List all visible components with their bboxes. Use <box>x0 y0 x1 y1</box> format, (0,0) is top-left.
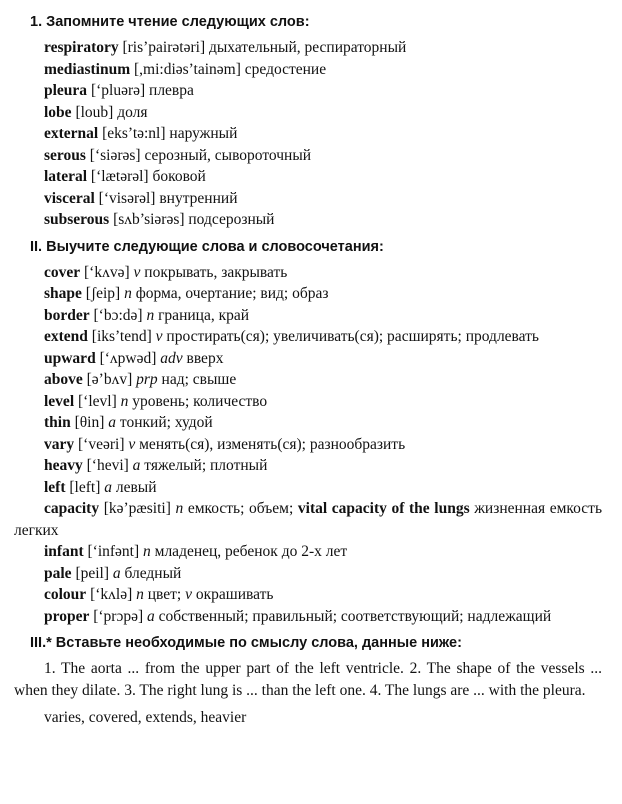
part-of-speech: v <box>133 263 141 281</box>
vocab-entry <box>14 145 602 167</box>
vocab-word: left <box>44 478 66 496</box>
vocab-meaning: покрывать, закрывать <box>140 263 288 281</box>
vocab-entry <box>14 37 602 59</box>
vocab-transcription: [‘kʌlə] <box>86 586 137 603</box>
vocab-meaning: цвет; <box>143 586 186 603</box>
part-of-speech: v <box>128 435 136 453</box>
vocab-entry <box>14 541 602 563</box>
vocab-entry <box>14 563 602 585</box>
part-of-speech: n <box>120 392 129 410</box>
vocab-transcription: [‘kʌvə] <box>80 263 134 281</box>
vocab-word: subserous <box>44 211 110 228</box>
vocab-transcription: [left] <box>65 478 105 496</box>
vocab-transcription: [θin] <box>70 414 109 431</box>
vocab-word: serous <box>44 146 86 164</box>
vocab-phrase: vital capacity of the lungs <box>297 500 470 517</box>
vocab-transcription: [loub] доля <box>71 103 148 121</box>
vocab-transcription: [‘bɔ:də] <box>89 306 147 324</box>
part-of-speech: n <box>143 543 151 560</box>
vocab-entry <box>14 59 602 81</box>
vocab-word: visceral <box>44 189 95 207</box>
vocab-transcription: [ris’pairətəri] дыхательный, респираторный <box>118 39 407 56</box>
vocab-entry <box>14 434 602 456</box>
part-of-speech: a <box>147 607 155 625</box>
vocab-transcription: [eks’tə:nl] наружный <box>98 125 238 142</box>
vocab-meaning: тонкий; худой <box>116 414 213 431</box>
vocab-meaning: форма, очертание; вид; образ <box>131 285 329 302</box>
vocab-meaning: бледный <box>120 564 182 582</box>
vocab-transcription: [‘veəri] <box>74 435 129 453</box>
vocab-entry <box>14 262 602 284</box>
section-1-title: 1. Запомните чтение следующих слов: <box>30 14 310 30</box>
section-2-title: II. Выучите следующие слова и словосочетания: <box>30 238 384 255</box>
vocab-word: colour <box>44 586 87 603</box>
vocab-word: thin <box>44 414 71 431</box>
vocab-meaning: младенец, ребенок до 2-х лет <box>150 543 348 560</box>
vocab-entry <box>14 391 602 413</box>
vocab-meaning: над; свыше <box>157 371 237 388</box>
vocab-meaning: граница, край <box>154 306 250 324</box>
part-of-speech: v <box>185 586 192 603</box>
vocab-word: heavy <box>44 457 83 474</box>
vocab-entry <box>14 477 602 499</box>
vocab-word: external <box>44 125 99 142</box>
vocab-word: upward <box>44 349 96 367</box>
vocab-transcription: [iks’tend] <box>87 328 156 345</box>
vocab-meaning: вверх <box>182 349 224 367</box>
part-of-speech: n <box>136 586 144 603</box>
vocab-transcription: [‘hevi] <box>82 457 133 474</box>
section-2-word-list <box>14 262 602 628</box>
vocab-word: lobe <box>44 103 72 121</box>
part-of-speech: n <box>124 285 132 302</box>
part-of-speech: v <box>155 328 163 345</box>
vocab-meaning: уровень; количество <box>128 392 268 410</box>
vocab-word: pleura <box>44 82 88 99</box>
vocab-word: infant <box>44 543 84 560</box>
vocab-meaning: простирать(ся); увеличивать(ся); расширять; продлевать <box>162 328 539 345</box>
vocab-meaning: емкость; объем; <box>183 500 298 517</box>
vocab-word: proper <box>44 607 90 625</box>
section-1-word-list <box>14 37 602 231</box>
vocab-transcription: [‘visərəl] внутренний <box>94 189 238 207</box>
vocab-word: pale <box>44 564 72 582</box>
section-3-title: III.* Вставьте необходимые по смыслу слова, данные ниже: <box>30 635 462 651</box>
vocab-entry <box>14 455 602 477</box>
part-of-speech: n <box>146 306 155 324</box>
vocab-entry <box>14 412 602 434</box>
vocab-transcription: [,mi:diəs’tainəm] средостение <box>130 60 327 78</box>
vocab-transcription: [‘pluərə] плевра <box>87 82 194 99</box>
vocab-word: lateral <box>44 168 88 185</box>
vocab-entry <box>14 283 602 305</box>
vocab-word: mediastinum <box>44 60 131 78</box>
part-of-speech: adv <box>160 349 183 367</box>
vocab-word: border <box>44 306 90 324</box>
vocab-transcription: [‘prɔpə] <box>89 607 148 625</box>
vocab-entry <box>14 123 602 145</box>
vocab-transcription: [ʃeip] <box>81 285 125 302</box>
vocab-word: extend <box>44 328 88 345</box>
vocab-transcription: [‘levl] <box>74 392 121 410</box>
vocab-entry <box>14 606 602 628</box>
vocab-word: vary <box>44 435 75 453</box>
vocab-word: level <box>44 392 75 410</box>
vocab-phrase-meaning: жизненная емкость легких <box>14 500 603 539</box>
vocab-transcription: [sʌb’siərəs] подсерозный <box>109 211 275 228</box>
vocab-meaning: левый <box>112 478 157 496</box>
vocab-entry <box>14 166 602 188</box>
vocab-entry <box>14 80 602 102</box>
vocab-transcription: [kə’pæsiti] <box>99 500 176 517</box>
vocab-meaning: окрашивать <box>191 586 274 603</box>
vocab-transcription: [‘lætərəl] боковой <box>87 168 206 185</box>
vocab-meaning: тяжелый; плотный <box>140 457 268 474</box>
vocab-word: shape <box>44 285 82 302</box>
part-of-speech: a <box>104 478 112 496</box>
vocab-meaning: менять(ся), изменять(ся); разнообразить <box>135 435 406 453</box>
vocab-entry <box>14 209 602 231</box>
vocab-entry <box>14 326 602 348</box>
vocab-transcription: [‘infənt] <box>83 543 144 560</box>
vocab-word: respiratory <box>44 39 119 56</box>
vocab-transcription: [‘ʌpwəd] <box>95 349 161 367</box>
vocab-entry <box>14 102 602 124</box>
part-of-speech: a <box>112 564 121 582</box>
answer-options: varies, covered, extends, heavier <box>44 709 247 726</box>
exercise-text: 1. The aorta ... from the upper part of the left ventricle. 2. The shape of the vessels ... when they dilate. 3. The right lung is ... than the left one. 4. The lungs are ... with the pleura. <box>14 660 602 699</box>
part-of-speech: n <box>175 500 184 517</box>
vocab-transcription: [peil] <box>71 564 113 582</box>
vocab-transcription: [ə’bʌv] <box>82 371 137 388</box>
part-of-speech: a <box>132 457 141 474</box>
vocab-entry <box>14 305 602 327</box>
vocab-entry <box>14 348 602 370</box>
vocab-meaning: собственный; правильный; соответствующий; надлежащий <box>154 607 552 625</box>
part-of-speech: prp <box>136 371 158 388</box>
part-of-speech: a <box>108 414 117 431</box>
vocab-word: capacity <box>44 500 100 517</box>
vocab-entry <box>14 188 602 210</box>
vocab-entry <box>14 498 602 541</box>
vocab-entry <box>14 584 602 606</box>
vocab-transcription: [‘siərəs] серозный, сывороточный <box>85 146 312 164</box>
vocab-word: above <box>44 371 83 388</box>
vocab-word: cover <box>44 263 81 281</box>
vocab-entry <box>14 369 602 391</box>
